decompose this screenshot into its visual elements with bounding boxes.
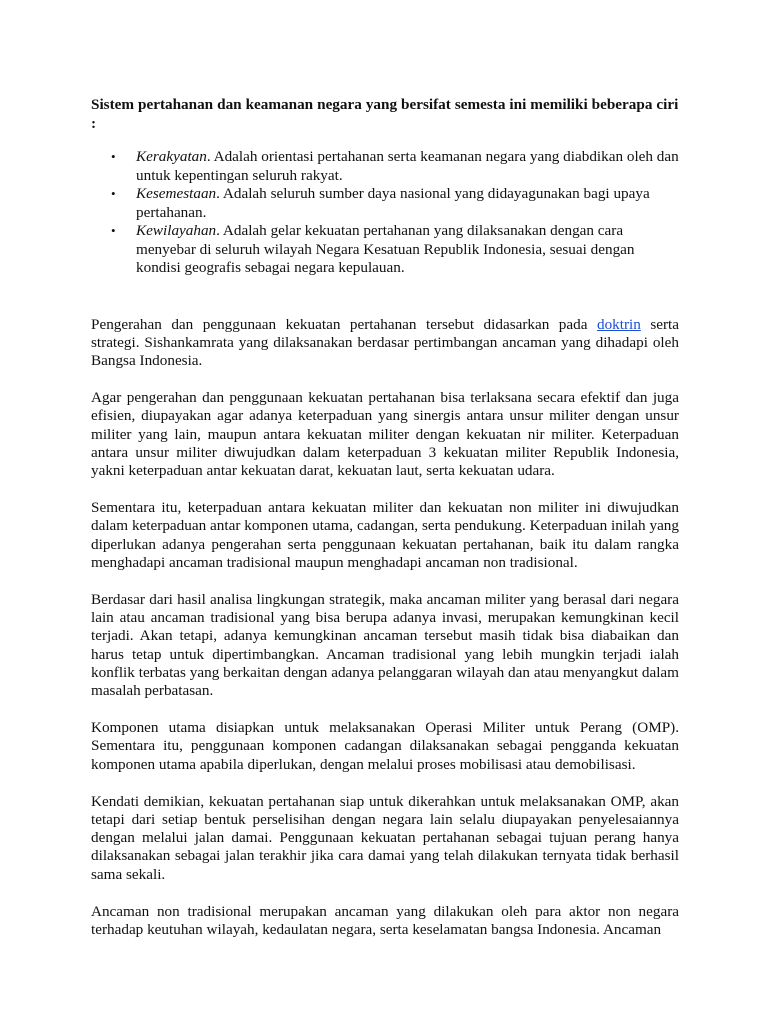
bullet-icon: •: [111, 186, 116, 201]
feature-term: Kewilayahan: [136, 222, 217, 239]
bullet-icon: •: [111, 223, 116, 238]
feature-term: Kesemestaan: [136, 185, 217, 202]
paragraph-text-after-link: serta strategi. Sishankamrata yang dilaksanakan berdasar pertimbangan ancaman yang dihadapi oleh Bangsa Indonesia.: [91, 315, 679, 369]
paragraph-omp: Komponen utama disiapkan untuk melaksanakan Operasi Militer untuk Perang (OMP). Sementara itu, penggunaan komponen cadangan dilaksanakan sebagai pengganda kekuatan komponen utama apabila diperlukan, dengan melalui proses mobilisasi atau demobilisasi.: [91, 719, 679, 773]
feature-description: . Adalah orientasi pertahanan serta keamanan negara yang diabdikan oleh dan untuk kepentingan seluruh rakyat.: [136, 148, 679, 184]
list-item-kewilayahan: [111, 222, 679, 278]
bullet-icon: •: [111, 149, 116, 164]
feature-description: . Adalah seluruh sumber daya nasional yang didayagunakan bagi upaya pertahanan.: [136, 185, 650, 221]
section-heading: Sistem pertahanan dan keamanan negara yang bersifat semesta ini memiliki beberapa ciri :: [91, 96, 679, 132]
paragraph-doktrin: [91, 316, 679, 371]
list-item-kerakyatan: [111, 148, 679, 185]
paragraph-ancaman-militer: Berdasar dari hasil analisa lingkungan strategik, maka ancaman militer yang berasal dari negara lain atau ancaman tradisional yang bisa berupa adanya invasi, merupakan kemungkinan kecil terjadi. Akan tetapi, adanya kemungkinan ancaman tersebut masih tidak bisa diabaikan dan harus tetap untuk dipertimbangkan. Ancaman tradisional yang lebih mungkin terjadi ialah konflik terbatas yang berkaitan dengan adanya pelanggaran wilayah dan atau menyangkut dalam masalah perbatasan.: [91, 590, 679, 699]
paragraph-keterpaduan: Agar pengerahan dan penggunaan kekuatan pertahanan bisa terlaksana secara efektif dan juga efisien, diupayakan agar adanya keterpaduan yang sinergis antara unsur militer dengan unsur militer yang lain, maupun antara kekuatan militer dengan kekuatan nir militer. Keterpaduan antara unsur militer diwujudkan dalam keterpaduan 3 kekuatan militer Republik Indonesia, yakni keterpaduan antar kekuatan darat, kekuatan laut, serta kekuatan udara.: [91, 389, 679, 479]
list-item-kesemestaan: [111, 185, 679, 222]
doktrin-link[interactable]: doktrin: [596, 315, 641, 333]
feature-description: . Adalah gelar kekuatan pertahanan yang dilaksanakan dengan cara menyebar di seluruh wilayah Negara Kesatuan Republik Indonesia, sesuai dengan kondisi geografis sebagai negara kepulauan.: [136, 222, 635, 276]
paragraph-komponen: Sementara itu, keterpaduan antara kekuatan militer dan kekuatan non militer ini diwujudkan dalam keterpaduan antar komponen utama, cadangan, serta pendukung. Keterpaduan inilah yang diperlukan adanya pengerahan serta penggunaan kekuatan pertahanan, baik itu dalam rangka menghadapi ancaman tradisional maupun menghadapi ancaman non tradisional.: [91, 499, 679, 571]
paragraph-jalan-damai: Kendati demikian, kekuatan pertahanan siap untuk dikerahkan untuk melaksanakan OMP, akan tetapi dari setiap bentuk perselisihan dengan negara lain selalu diupayakan penyelesaiannya dengan melalui jalan damai. Penggunaan kekuatan pertahanan sebagai tujuan perang hanya dilaksanakan sebagai jalan terakhir jika cara damai yang telah dilakukan ternyata tidak berhasil sama sekali.: [91, 792, 679, 883]
feature-term: Kerakyatan: [136, 148, 207, 165]
paragraph-ancaman-non-tradisional: Ancaman non tradisional merupakan ancaman yang dilakukan oleh para aktor non negara terhadap keutuhan wilayah, kedaulatan negara, serta keselamatan bangsa Indonesia. Ancaman: [91, 902, 679, 938]
paragraph-text-before-link: Pengerahan dan penggunaan kekuatan pertahanan tersebut didasarkan pada: [91, 315, 597, 333]
features-list: [91, 148, 679, 278]
